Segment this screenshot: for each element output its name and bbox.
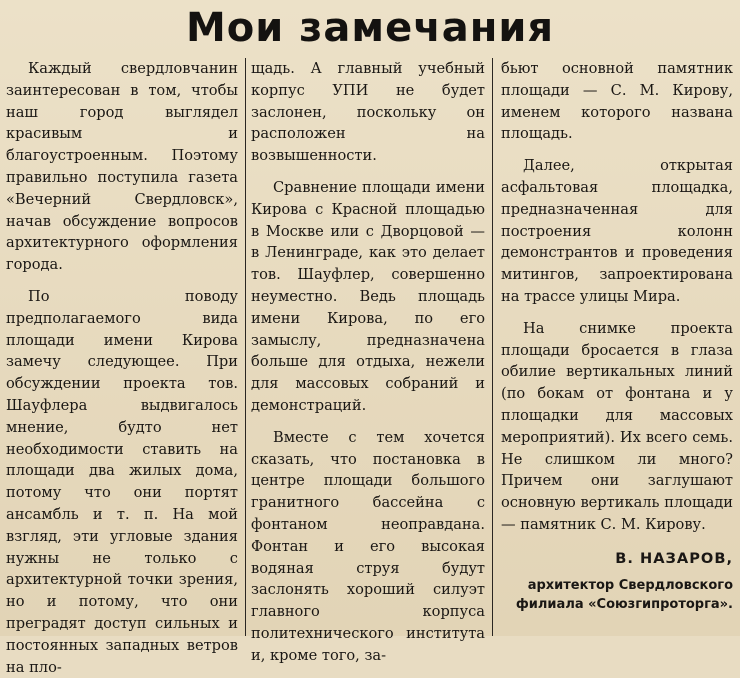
- paragraph: На снимке проекта площади бросается в глаза обилие вертикальных линий (по бокам от фонтана и у площадки для массовых мероприятий). Их всего семь. Не слишком ли много? Причем они заглушают основную вертикаль площади — памятник С. М. Кирову.: [501, 319, 733, 533]
- paragraph: Вместе с тем хочется сказать, что постановка в центре площади большого гранитного бассейна с фонтаном неоправдана. Фонтан и его высокая водяная струя будут заслонять хороший силуэт главного корпуса политехнического института и, кроме того, за-: [251, 428, 485, 664]
- column-divider: [245, 58, 246, 636]
- article-column-1: [6, 58, 238, 678]
- article-column-3: [501, 58, 733, 614]
- article-column-2: [251, 58, 485, 667]
- author-name: В. НАЗАРОВ,: [615, 549, 733, 567]
- paragraph: Каждый свердловчанин заинтересован в том, чтобы наш город выглядел красивым и благоустроенным. Поэтому правильно поступила газета «Вечерний Свердловск», начав обсуждение вопросов архитектурного оформления города.: [6, 60, 238, 274]
- paragraph: Сравнение площади имени Кирова с Красной площадью в Москве или с Дворцовой — в Ленинграде, как это делает тов. Шауфлер, совершенно неуместно. Ведь площадь имени Кирова, по его замыслу, предназначена больше для отдыха, нежели для массовых собраний и демонстраций.: [251, 178, 485, 414]
- paragraph: щадь. А главный учебный корпус УПИ не будет заслонен, поскольку он расположен на возвышенности.: [251, 60, 485, 165]
- column-divider: [492, 58, 493, 636]
- article-headline: Мои замечания: [185, 5, 555, 51]
- author-role: архитектор Свердловского филиала «Союзгипроторга».: [515, 577, 733, 612]
- paragraph: Далее, открытая асфальтовая площадка, предназначенная для построения колонн демонстрантов и проведения митингов, запроектирована на трассе улицы Мира.: [501, 157, 733, 305]
- paragraph: бьют основной памятник площади — С. М. Кирову, именем которого названа площадь.: [501, 60, 733, 143]
- paragraph: По поводу предполагаемого вида площади имени Кирова замечу следующее. При обсуждении проекта тов. Шауфлера выдвигалось мнение, будто нет необходимости ставить на площади два жилых дома, потому что они портят ансамбль и т. п. На мой взгляд, эти угловые здания нужны не только с архитектурной точки зрения, но и потому, что они преградят доступ сильных и постоянных западных ветров на пло-: [6, 287, 238, 676]
